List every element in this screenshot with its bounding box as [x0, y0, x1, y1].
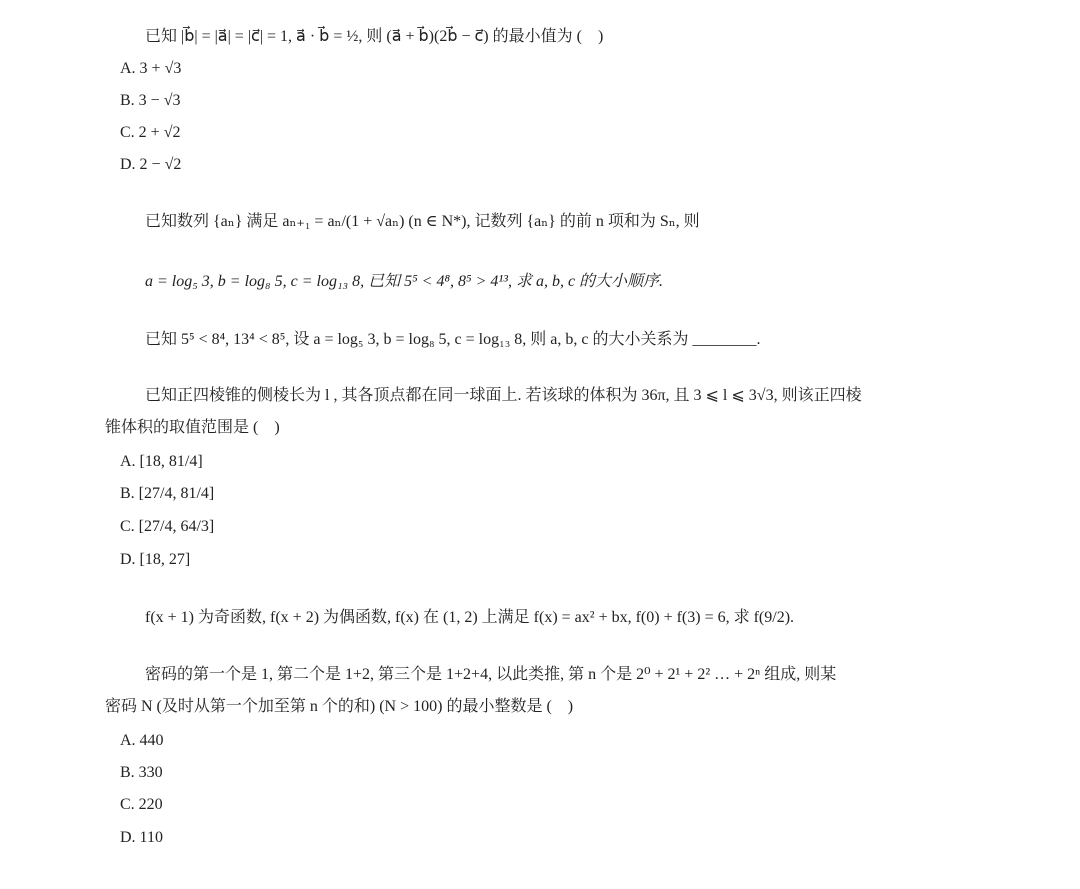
question-5-stem-line2: 锥体积的取值范围是 ( ) [105, 419, 280, 436]
question-7-stem-line1: 密码的第一个是 1, 第二个是 1+2, 第三个是 1+2+4, 以此类推, 第 n 个是 2⁰ + 2¹ + 2² … + 2ⁿ 组成, 则某 [145, 666, 837, 683]
question-3-stem: a = log₅ 3, b = log₈ 5, c = log₁₃ 8, 已知 5⁵ < 4⁸, 8⁵ > 4¹³, 求 a, b, c 的大小顺序. [145, 273, 664, 290]
question-7-option-a: A. 440 [120, 732, 164, 749]
question-5-option-c: C. [27/4, 64/3] [120, 518, 215, 535]
question-7-option-b: B. 330 [120, 764, 163, 781]
question-1-option-b: B. 3 − √3 [120, 92, 181, 109]
question-4-stem: 已知 5⁵ < 8⁴, 13⁴ < 8⁵, 设 a = log₅ 3, b = log₈ 5, c = log₁₃ 8, 则 a, b, c 的大小关系为 ________. [145, 331, 761, 348]
question-1-option-a: A. 3 + √3 [120, 60, 182, 77]
question-1-option-c: C. 2 + √2 [120, 124, 181, 141]
question-1-option-d: D. 2 − √2 [120, 156, 182, 173]
question-7-option-c: C. 220 [120, 796, 163, 813]
question-1-stem: 已知 |b⃗| = |a⃗| = |c⃗| = 1, a⃗ · b⃗ = ½, 则 (a⃗ + b⃗)(2b⃗ − c⃗) 的最小值为 ( ) [145, 28, 604, 45]
question-7-stem-line2: 密码 N (及时从第一个加至第 n 个的和) (N > 100) 的最小整数是 ( ) [105, 698, 574, 715]
question-2-stem: 已知数列 {aₙ} 满足 aₙ₊₁ = aₙ/(1 + √aₙ) (n ∈ N*), 记数列 {aₙ} 的前 n 项和为 Sₙ, 则 [145, 213, 700, 230]
question-5-option-d: D. [18, 27] [120, 551, 191, 568]
question-5-option-b: B. [27/4, 81/4] [120, 485, 215, 502]
question-5-stem-line1: 已知正四棱锥的侧棱长为 l , 其各顶点都在同一球面上. 若该球的体积为 36π, 且 3 ⩽ l ⩽ 3√3, 则该正四棱 [145, 387, 862, 404]
question-7-option-d: D. 110 [120, 829, 163, 846]
question-5-option-a: A. [18, 81/4] [120, 453, 203, 470]
question-6-stem: f(x + 1) 为奇函数, f(x + 2) 为偶函数, f(x) 在 (1, 2) 上满足 f(x) = ax² + bx, f(0) + f(3) = 6, 求 f(9/2). [145, 609, 795, 626]
